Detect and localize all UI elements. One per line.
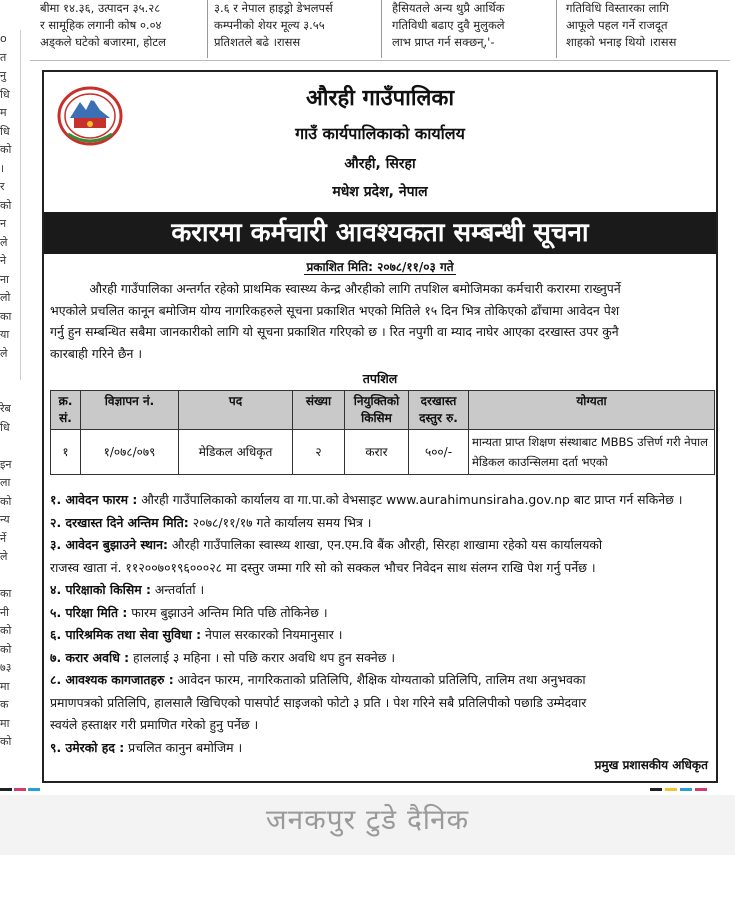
print-mark (28, 788, 40, 791)
item-text: नेपाल सरकारको नियमानुसार । (201, 627, 343, 642)
clipping-col4 (566, 0, 726, 56)
margin-fragment: धि (0, 87, 10, 101)
margin-fragment: o (0, 32, 7, 45)
list-item (50, 669, 714, 692)
item-label: ३. आवेदन बुझाउने स्थान: (50, 537, 168, 552)
clip-line: हैसियतले अन्य थुप्रै आर्थिक (392, 1, 505, 15)
margin-fragment (0, 567, 16, 586)
table-cell: ५००/- (409, 430, 469, 475)
clip-line: गतिविधि विस्तारका लागि (566, 1, 669, 15)
margin-fragment: को (0, 735, 12, 748)
list-item (50, 512, 714, 535)
table-caption: तपशिल (362, 371, 398, 386)
item-label: २. दरखास्त दिने अन्तिम मिति: (50, 514, 189, 530)
item-label: ७. करार अवधि : (50, 649, 130, 665)
item-label: ९. उमेरको हद : (50, 739, 125, 755)
item-label: ५. परिक्षा मिति : (50, 604, 128, 620)
margin-fragment: ७३ (0, 661, 12, 674)
margin-fragment: रेब (0, 402, 11, 415)
margin-fragment: । (0, 161, 5, 175)
published-date (44, 258, 716, 275)
list-item-continuation: प्रमाणपत्रको प्रतिलिपि, हालसालै खिचिएको पासपोर्ट साइजको फोटो ३ प्रति । पेश गरिने सबै प्रतिलिपीको पछाडि उम्मेदवार (50, 694, 587, 710)
margin-fragment: र (0, 180, 5, 193)
item-text: २०७८/११/१७ गते कार्यालय समय भित्र । (188, 514, 372, 530)
notice-box (42, 70, 718, 783)
item-text: औरही गाउँपालिका स्वास्थ्य शाखा, एन.एम.वि बैंक औरही, सिरहा शाखामा रहेको यस कार्यालयको (167, 537, 603, 552)
margin-fragment: या (0, 328, 10, 341)
margin-fragment (0, 363, 16, 382)
margin-fragment: को (0, 494, 12, 508)
print-mark (14, 788, 26, 791)
clip-line: अड्कले घटेको बजारमा, होटल (40, 35, 166, 49)
margin-fragment: को (0, 198, 12, 212)
schedule-table (50, 390, 715, 475)
table-cell: २ (293, 430, 345, 475)
margin-fragment: धि (0, 124, 10, 138)
left-margin-column (0, 30, 16, 752)
office-name: गाउँ कार्यपालिकाको कार्यालय (295, 124, 465, 143)
notice-paragraph (50, 278, 712, 364)
margin-fragment: धि (0, 420, 10, 434)
margin-fragment: ला (0, 476, 11, 489)
item-label: ८. आवश्यक कागजातहरु : (50, 672, 174, 687)
margin-fragment: म (0, 106, 7, 119)
table-cell: १ (51, 430, 81, 475)
table-cell: मेडिकल अधिकृत (179, 430, 293, 475)
clip-line: र सामूहिक लगानी कोष ०.०४ (40, 18, 162, 32)
margin-fragment: का (0, 309, 12, 323)
margin-fragment: ले (0, 550, 8, 563)
list-item (50, 647, 714, 670)
clip-line: कम्पनीको शेयर मूल्य ३.५५ (214, 18, 325, 32)
newspaper-name: जनकपुर टुडे दैनिक (265, 803, 470, 836)
paragraph-line: गर्नु हुन सम्बन्धित सबैमा जानकारीको लागि यो सूचना प्रकाशित गरिएको छ । रित नपुगी वा म्याद नाघेर आएका दरखास्त उपर कुनै (50, 324, 619, 339)
margin-fragment: ले (0, 346, 8, 360)
clipping-col1 (40, 0, 205, 56)
conditions-list (50, 489, 714, 759)
item-text: हाललाई ३ महिना । सो पछि करार अवधि थप हुन सक्नेछ । (129, 649, 396, 665)
clip-line: ३.६ र नेपाल हाइड्रो डेभलपर्स (214, 1, 333, 15)
list-item (50, 579, 714, 602)
clip-line: लाभ प्राप्त गर्न सक्छन्,'- (392, 35, 495, 49)
table-header: नियुक्तिको किसिम (345, 391, 409, 430)
paragraph-line: औरही गाउँपालिका अन्तर्गत रहेको प्राथमिक स्वास्थ्य केन्द्र औरहीको लागि तपशिल बमोजिमका कर्मचारी करारमा राख्नुपर्ने (50, 281, 621, 296)
office-location: औरही, सिरहा (344, 156, 416, 172)
margin-fragment: मा (0, 679, 10, 693)
margin-fragment: ने (0, 254, 7, 267)
print-mark (695, 788, 707, 791)
item-text: आवेदन फारम, नागरिकताको प्रतिलिपि, शैक्षिक योग्यताको प्रतिलिपि, तालिम तथा अनुभवका (173, 672, 586, 687)
margin-fragment: इन (0, 457, 12, 471)
list-item (50, 602, 714, 625)
table-row (51, 430, 715, 475)
margin-fragment: का (0, 587, 12, 600)
margin-fragment: त (0, 50, 7, 64)
table-header: दरखास्त दस्तुर रु. (409, 391, 469, 430)
signoff: प्रमुख प्रशासकीय अधिकृत (594, 758, 708, 772)
org-name: औरही गाउँपालिका (305, 86, 455, 111)
paragraph-line: भएकोले प्रचलित कानून बमोजिम योग्य नागरिकहरुले सूचना प्रकाशित भएको मितिले १५ दिन भित्र तोकिएको ढाँचामा आवेदन पेश (50, 302, 620, 318)
clipping-col2 (214, 0, 374, 56)
margin-fragment: नु (0, 69, 7, 82)
clip-line: गतिविधी बढाए दुवै मुलुकले (392, 18, 505, 32)
item-text: औरही गाउँपालिकाको कार्यालय वा गा.पा.को वेभसाइट www.aurahimunsiraha.gov.np बाट प्राप्त गर्न सकिनेछ । (137, 492, 683, 507)
clip-line: प्रतिशतले बढे ।रासस (214, 35, 301, 49)
clip-line: आफूले पहल गर्ने राजदूत (566, 18, 668, 32)
print-mark (665, 788, 677, 791)
print-mark (0, 788, 12, 791)
published-date-text: प्रकाशित मिति: २०७८/११/०३ गते (306, 260, 454, 274)
clip-line: शाहको भनाइ थियो ।रासस (566, 35, 677, 49)
clip-line: बीमा १४.३६, उत्पादन ३५.२८ (40, 1, 161, 15)
province-name: मधेश प्रदेश, नेपाल (332, 184, 428, 200)
list-item (50, 534, 714, 557)
list-item-continuation: राजस्व खाता नं. ११२००७०१९६०००२८ मा दस्तुर जम्मा गरि सो को सक्कल भौचर निवेदन साथ संलग्न राखि पेश गर्नु पर्नेछ । (50, 559, 596, 575)
clipping-col3 (392, 0, 550, 56)
table-cell: करार (345, 430, 409, 475)
table-cell: १/०७८/०७९ (81, 430, 179, 475)
list-item-continuation: स्वयंले हस्ताक्षर गरी प्रमाणित गरेको हुनु पर्नेछ । (50, 717, 259, 732)
item-label: ६. पारिश्रमिक तथा सेवा सुविधा : (50, 627, 202, 642)
item-text: प्रचलित कानुन बमोजिम । (124, 739, 243, 755)
margin-fragment (0, 382, 16, 401)
item-text: फारम बुझाउने अन्तिम मिति पछि तोकिनेछ । (127, 604, 328, 620)
list-item (50, 489, 714, 512)
margin-fragment: ले (0, 235, 8, 249)
item-label: ४. परिक्षाको किसिम : (50, 582, 151, 597)
table-cell: मान्यता प्राप्त शिक्षण संस्थाबाट MBBS उत्तिर्ण गरी नेपाल मेडिकल काउन्सिलमा दर्ता भएको (469, 430, 715, 475)
list-item (50, 624, 714, 647)
margin-fragment: क (0, 698, 9, 711)
margin-fragment: न्य (0, 513, 10, 526)
table-header: संख्या (293, 391, 345, 430)
margin-fragment: को (0, 143, 12, 156)
table-header: विज्ञापन नं. (81, 391, 179, 430)
item-label: १. आवेदन फारम : (50, 492, 138, 507)
notice-title-banner: करारमा कर्मचारी आवश्यकता सम्बन्धी सूचना (44, 212, 716, 254)
margin-fragment: नी (0, 605, 9, 619)
margin-fragment: लो (0, 291, 11, 304)
margin-fragment: ना (0, 272, 9, 286)
table-header: योग्यता (469, 391, 715, 430)
margin-fragment (0, 437, 16, 456)
item-text: अन्तर्वार्ता । (150, 582, 205, 597)
table-header: पद (179, 391, 293, 430)
margin-fragment: र्ने (0, 531, 7, 545)
margin-fragment: न (0, 217, 7, 230)
table-header: क्र. सं. (51, 391, 81, 430)
print-mark (680, 788, 692, 791)
margin-fragment: को (0, 642, 12, 656)
margin-fragment: को (0, 624, 12, 637)
paragraph-line: कारबाही गरिने छैन । (50, 345, 143, 361)
print-mark (650, 788, 662, 791)
margin-fragment: मा (0, 716, 10, 730)
